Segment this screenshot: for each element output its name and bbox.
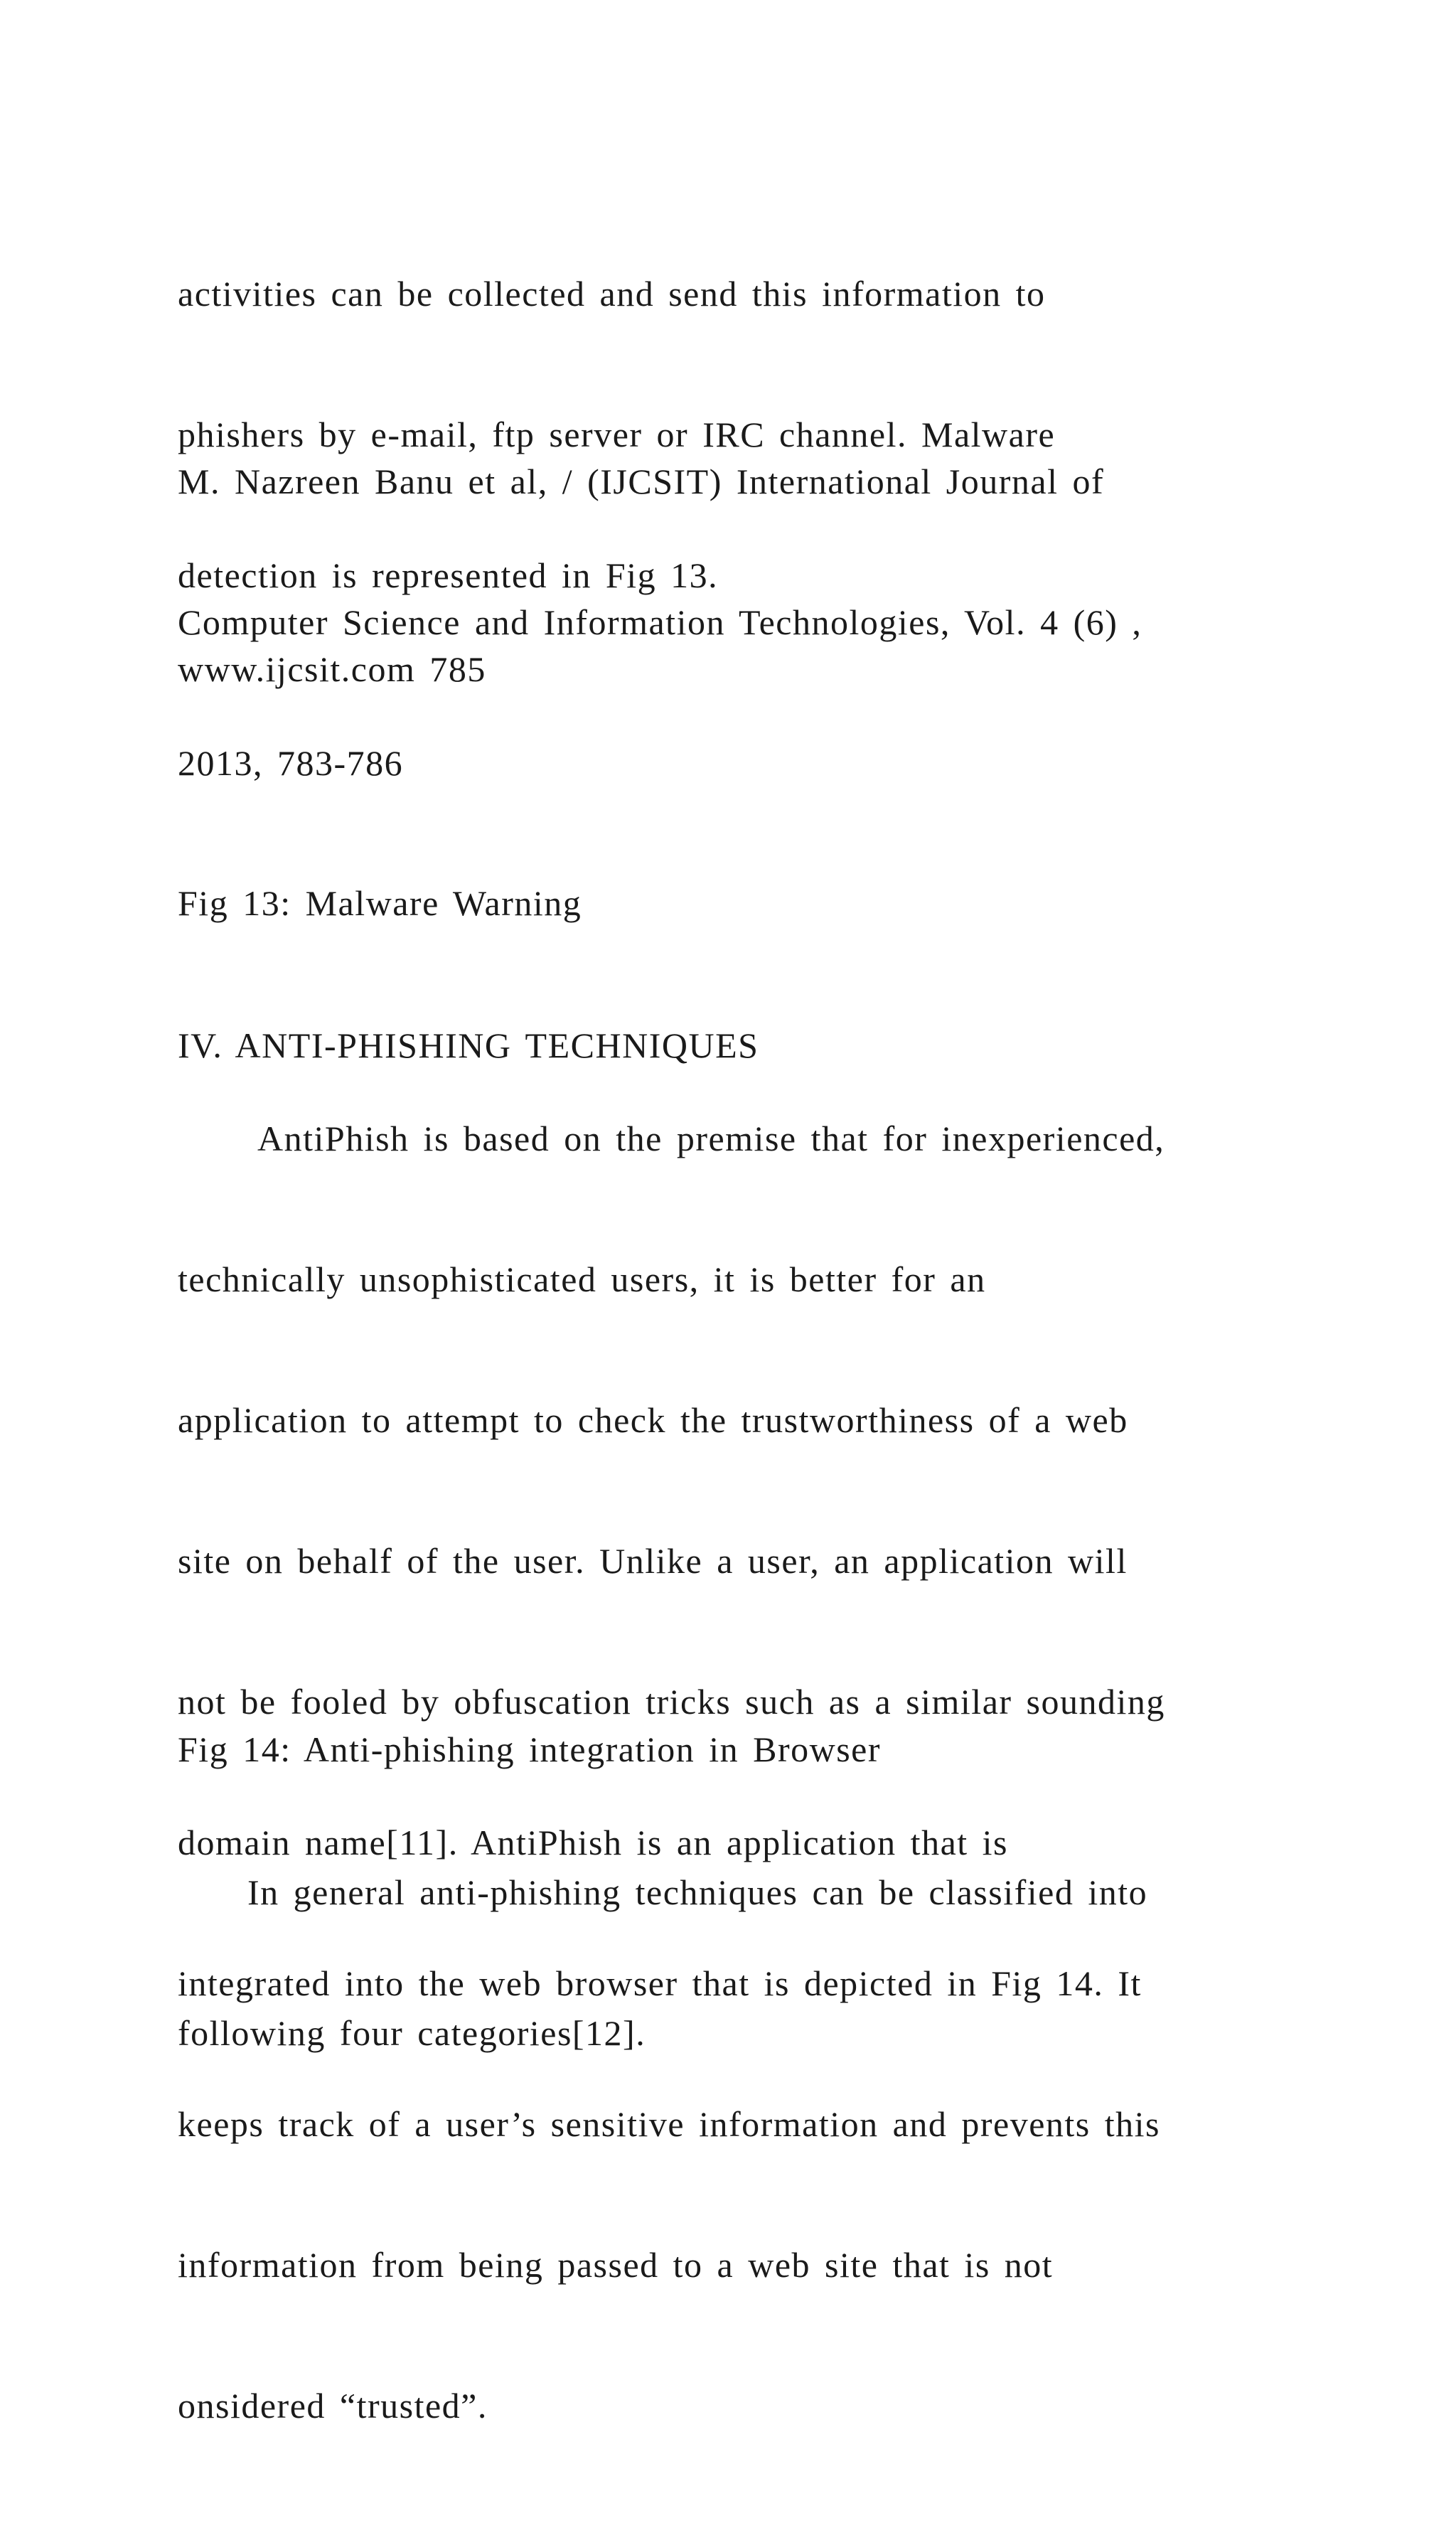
text-line: In general anti-phishing techniques can be classified into — [247, 1872, 1148, 1912]
text-line: 2013, 783-786 — [178, 743, 404, 783]
text-line: www.ijcsit.com 785 — [178, 649, 486, 689]
text-line: phishers by e-mail, ftp server or IRC channel. Malware — [178, 415, 1056, 454]
text-line: following four categories[12]. — [178, 2013, 646, 2053]
page-footer — [178, 552, 1287, 786]
text-line: integrated into the web browser that is depicted in Fig 14. It — [178, 1963, 1142, 2003]
text-line: M. Nazreen Banu et al, / (IJCSIT) International Journal of — [178, 462, 1105, 501]
text-line: IV. ANTI-PHISHING TECHNIQUES — [178, 1025, 759, 1065]
text-line: site on behalf of the user. Unlike a user, an application will — [178, 1541, 1128, 1581]
closing-paragraph — [178, 1775, 1287, 2150]
text-line: keeps track of a user’s sensitive information and prevents this — [178, 2104, 1160, 2144]
text-line: activities can be collected and send this information to — [178, 274, 1046, 314]
text-line: technically unsophisticated users, it is better for an — [178, 1259, 986, 1299]
text-line: information from being passed to a web site that is not — [178, 2245, 1054, 2285]
text-line: AntiPhish is based on the premise that for inexperienced, — [257, 1119, 1165, 1158]
text-line: Computer Science and Information Technologies, Vol. 4 (6) , — [178, 602, 1142, 642]
text-line: domain name[11]. AntiPhish is an application that is — [178, 1823, 1008, 1862]
text-line: onsidered “trusted”. — [178, 2386, 488, 2426]
text-line: Fig 13: Malware Warning — [178, 883, 582, 923]
text-line: application to attempt to check the trustworthiness of a web — [178, 1400, 1128, 1440]
text-line: detection is represented in Fig 13. — [178, 555, 719, 595]
text-line: not be fooled by obfuscation tricks such as a similar sounding — [178, 1682, 1165, 1722]
text-line: Fig 14: Anti-phishing integration in Browser — [178, 1729, 882, 1769]
